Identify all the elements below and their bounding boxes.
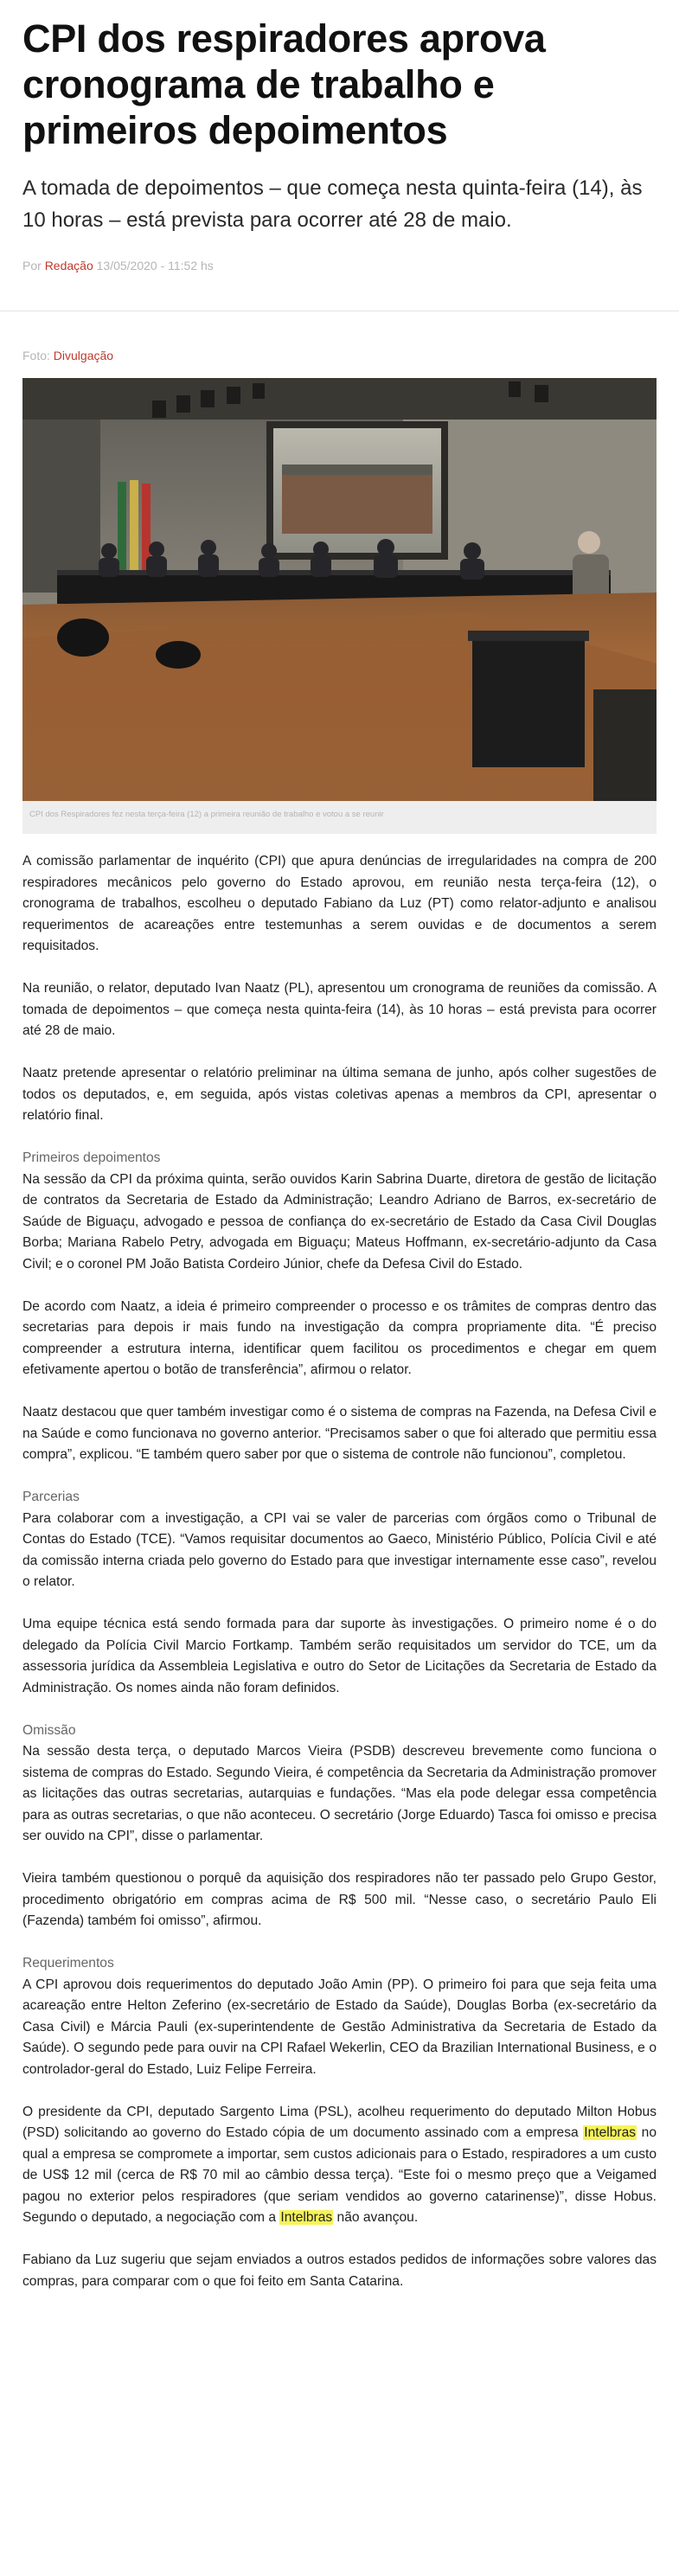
section-heading-primeiros: Primeiros depoimentos bbox=[22, 1150, 161, 1165]
paragraph: Na sessão desta terça, o deputado Marcos Vieira (PSDB) descreveu brevemente como funciona o sistema de compras do Estado. Segundo Vieira, é competência da Secretaria da Administração promover as licitações das outras secretarias, autarquias e fundações. “Mas ela pode delegar essa competência para as outras secretarias, o que não aconteceu. O secretário (Jorge Eduardo) Tasca foi omisso e precisa ser ouvido na CPI”, disse o parlamentar. bbox=[22, 1744, 657, 1843]
photo-caption: CPI dos Respiradores fez nesta terça-feira (12) a primeira reunião de trabalho e votou a se reunir bbox=[29, 810, 384, 819]
paragraph: Naatz pretende apresentar o relatório preliminar na última semana de junho, após colher sugestões de todos os deputados, e, em seguida, após vistas coletivas apenas a membros da CPI, apresentar o relatório final. bbox=[22, 1066, 657, 1123]
section-heading-parcerias: Parcerias bbox=[22, 1490, 80, 1504]
paragraph: A CPI aprovou dois requerimentos do deputado João Amin (PP). O primeiro foi para que seja feita uma acareação entre Helton Zeferino (ex-secretário de Estado da Saúde), Douglas Borba (ex-secretário da Casa Civil) e Márcia Pauli (ex-superintendente de Gestão Administrativa da Secretaria de Estado da Saúde). O segundo pede para ouvir na CPI Rafael Wekerlin, CEO da Brazilian International Business, e o controlador-geral do Estado, Luiz Felipe Ferreira. bbox=[22, 1977, 657, 2077]
byline bbox=[22, 259, 657, 272]
author-link[interactable]: Redação bbox=[44, 259, 93, 272]
article-subtitle: A tomada de depoimentos – que começa nesta quinta-feira (14), às 10 horas – está prevista para ocorrer até 28 de maio. bbox=[22, 176, 643, 232]
paragraph-text: não avançou. bbox=[333, 2210, 419, 2225]
paragraph: Na sessão da CPI da próxima quinta, serão ouvidos Karin Sabrina Duarte, diretora de gestão de licitação de contratos da Secretaria de Estado da Administração; Leandro Adriano de Barros, ex-secretário de Saúde de Biguaçu, advogado e pessoa de confiança do ex-secretário de Estado da Casa Civil Douglas Borba; Mariana Rabelo Petry, advogada em Biguaçu; Mateus Hoffmann, ex-secretário-adjunto da Casa Civil; e o coronel PM João Batista Cordeiro Júnior, chefe da Defesa Civil do Estado. bbox=[22, 1171, 657, 1272]
photo-credit-label: Foto: bbox=[22, 349, 50, 362]
paragraph: Uma equipe técnica está sendo formada para dar suporte às investigações. O primeiro nome é o do delegado da Polícia Civil Marcio Fortkamp. Também serão requisitados um servidor do TCE, um da assessoria jurídica da Assembleia Legislativa e outro do Setor de Licitações da Secretaria de Estado da Administração. Os nomes ainda não foram definidos. bbox=[22, 1617, 657, 1695]
highlighted-term: Intelbras bbox=[280, 2210, 333, 2225]
article-title: CPI dos respiradores aprova cronograma de trabalho e primeiros depoimentos bbox=[22, 16, 546, 152]
paragraph-text: O presidente da CPI, deputado Sargento Lima (PSL), acolheu requerimento do deputado Milton Hobus (PSD) solicitando ao governo do Estado cópia de um documento assinado com a empresa bbox=[22, 2104, 657, 2140]
section-heading-omissao: Omissão bbox=[22, 1722, 76, 1738]
paragraph: Fabiano da Luz sugeriu que sejam enviados a outros estados pedidos de informações sobre valores das compras, para comparar com o que foi feito em Santa Catarina. bbox=[22, 2252, 657, 2289]
byline-prefix: Por bbox=[22, 259, 42, 272]
publish-date: 13/05/2020 - 11:52 hs bbox=[96, 259, 214, 272]
paragraph-intelbras bbox=[22, 2102, 657, 2229]
paragraph-text: no qual a empresa se compromete a importar, sem custos adicionais para o Estado, respiradores a um custo de US$ 12 mil (cerca de R$ 70 mil ao câmbio dessa terça). “Este foi o mesmo preço que a Veigamed pagou no exterior pelos respiradores (que seriam vendidos ao governo catarinense)”, disse Hobus. Segundo o deputado, a negociação com a bbox=[22, 2125, 657, 2225]
paragraph: A comissão parlamentar de inquérito (CPI) que apura denúncias de irregularidades na compra de 200 respiradores mecânicos pelo governo do Estado aprovou, em reunião nesta terça-feira (12), o cronograma de trabalhos, escolheu o deputado Fabiano da Luz (PT) como relator-adjunto e analisou requerimentos de acareações entre testemunhas a serem ouvidas e de documentos a serem requisitados. bbox=[22, 854, 657, 953]
article-body bbox=[22, 851, 657, 2292]
highlighted-term: Intelbras bbox=[584, 2125, 637, 2140]
photo-figure bbox=[22, 378, 657, 834]
paragraph: Naatz destacou que quer também investigar como é o sistema de compras na Fazenda, na Defesa Civil e na Saúde e como funcionava no governo anterior. “Precisamos saber o que foi alterado que permitiu essa compra”, explicou. “E também quero saber por que o sistema de controle não funcionou”, completou. bbox=[22, 1405, 657, 1462]
photo-credit-name: Divulgação bbox=[53, 349, 114, 362]
photo-credit bbox=[22, 349, 657, 362]
paragraph: Para colaborar com a investigação, a CPI vai se valer de parcerias com órgãos como o Tribunal de Contas do Estado (TCE). “Vamos requisitar documentos ao Gaeco, Ministério Público, Polícia Civil e até da comissão interna criada pelo governo do Estado para que investigar internamente esse caso”, revelou o relator. bbox=[22, 1510, 657, 1589]
paragraph: Na reunião, o relator, deputado Ivan Naatz (PL), apresentou um cronograma de reuniões da comissão. A tomada de depoimentos – que começa nesta quinta-feira (14), às 10 horas – está prevista para ocorrer até 28 de maio. bbox=[22, 981, 657, 1038]
paragraph: De acordo com Naatz, a ideia é primeiro compreender o processo e os trâmites de compras dentro das secretarias para depois ir mais fundo na investigação da compra propriamente dita. “É preciso compreender a estrutura interna, identificar quem facilitou os procedimentos e chegar em quem efetivamente apertou o botão de transferência”, afirmou o relator. bbox=[22, 1298, 657, 1377]
paragraph: Vieira também questionou o porquê da aquisição dos respiradores não ter passado pelo Grupo Gestor, procedimento obrigatório em compras acima de R$ 500 mil. “Nesse caso, o secretário Paulo Eli (Fazenda) também foi omisso”, afirmou. bbox=[22, 1871, 657, 1928]
section-heading-requerimentos: Requerimentos bbox=[22, 1956, 114, 1970]
hearing-room-photo bbox=[22, 378, 657, 801]
